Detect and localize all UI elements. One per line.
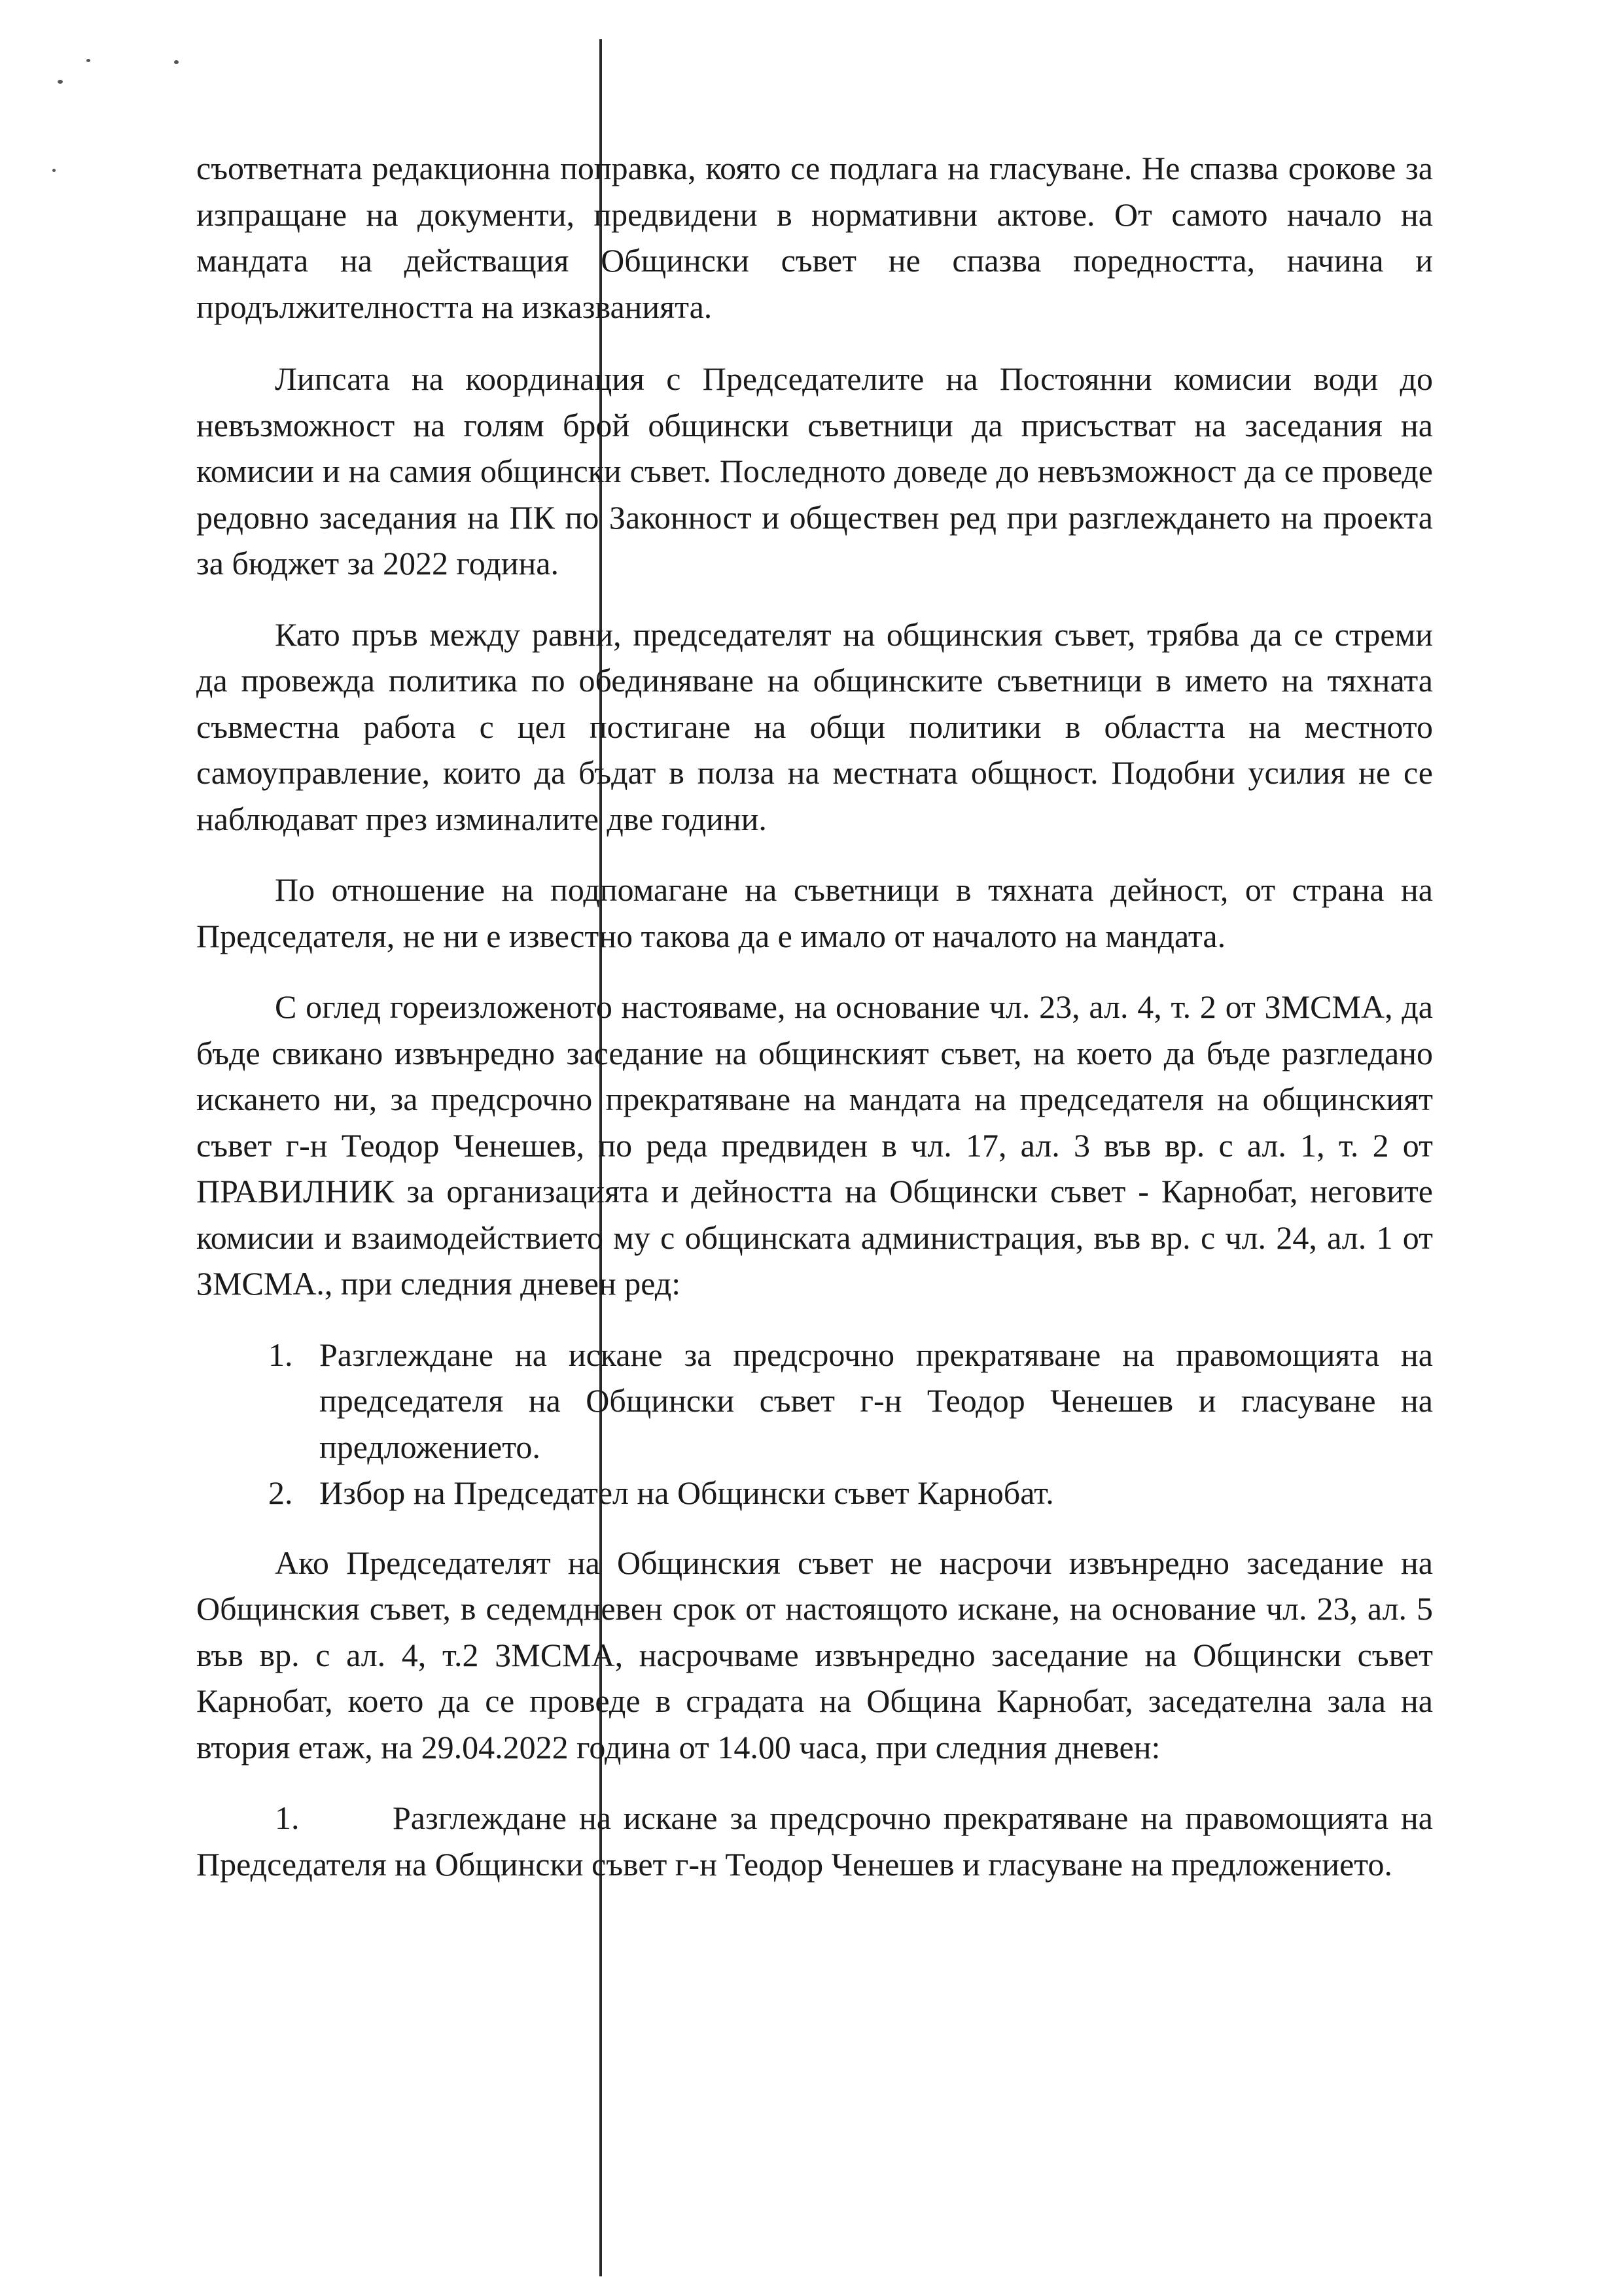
final-agenda-item-number: 1. [275, 1800, 300, 1836]
scan-speck [52, 169, 56, 172]
final-agenda-item-text: Разглеждане на искане за предсрочно прекратяване на правомощията на Председателя на Общински съвет г-н Теодор Ченешев и гласуване на предложението. [196, 1800, 1433, 1883]
paragraph: Като пръв между равни, председателят на общинския съвет, трябва да се стреми да провежда политика по обединяване на общинските съветници в името на тяхната съвместна работа с цел постигане на общи политики в областта на местното самоуправление, които да бъдат в полза на местната общност. Подобни усилия не се наблюдават през изминалите две години. [196, 616, 1433, 837]
final-agenda-item [196, 1795, 1433, 1887]
paragraph: Липсата на координация с Председателите на Постоянни комисии води до невъзможност на голям брой общински съветници да присъстват на заседания на комисии и на самия общински съвет. Последното доведе до невъзможност да се проведе редовно заседания на ПК по Законност и обществен ред при разглеждането на проекта за бюджет за 2022 година. [196, 360, 1433, 582]
paragraph: съответната редакционна поправка, която се подлага на гласуване. Не спазва срокове за изпращане на документи, предвидени в нормативни актове. От самото начало на мандата на действащия Общински съвет не спазва поредността, начина и продължителността на изказванията. [196, 150, 1433, 325]
document-body [196, 145, 1433, 1887]
paragraph: По отношение на подпомагане на съветници в тяхната дейност, от страна на Председателя, не ни е известно такова да е имало от началото на мандата. [196, 871, 1433, 954]
scan-speck [86, 59, 90, 62]
agenda-item [196, 1470, 1433, 1516]
scan-speck [174, 60, 179, 64]
agenda-item-number: 1. [268, 1336, 293, 1373]
agenda-item-text: Избор на Председател на Общински съвет Карнобат. [319, 1474, 1054, 1511]
agenda-item [196, 1332, 1433, 1470]
agenda-list [196, 1332, 1433, 1516]
scan-speck [58, 80, 63, 84]
paragraph: С оглед гореизложеното настояваме, на основание чл. 23, ал. 4, т. 2 от ЗМСМА, да бъде свикано извънредно заседание на общинският съвет, на което да бъде разгледано искането ни, за предсрочно прекратяване на мандата на председателя на общинският съвет г-н Теодор Ченешев, по реда предвиден в чл. 17, ал. 3 във вр. с ал. 1, т. 2 от ПРАВИЛНИК за организацията и дейността на Общински съвет - Карнобат, неговите комисии и взаимодействието му с общинската администрация, във вр. с чл. 24, ал. 1 от ЗМСМА., при следния дневен ред: [196, 988, 1433, 1302]
agenda-item-text: Разглеждане на искане за предсрочно прекратяване на правомощията на председателя на Общински съвет г-н Теодор Ченешев и гласуване на предложението. [319, 1336, 1433, 1465]
agenda-item-number: 2. [268, 1474, 293, 1511]
paragraph: Ако Председателят на Общинския съвет не насрочи извънредно заседание на Общинския съвет, в седемдневен срок от настоящото искане, на основание чл. 23, ал. 5 във вр. с ал. 4, т.2 ЗМСМА, насрочваме извънредно заседание на Общински съвет Карнобат, което да се проведе в сградата на Община Карнобат, заседателна зала на втория етаж, на 29.04.2022 година от 14.00 часа, при следния дневен: [196, 1544, 1433, 1765]
